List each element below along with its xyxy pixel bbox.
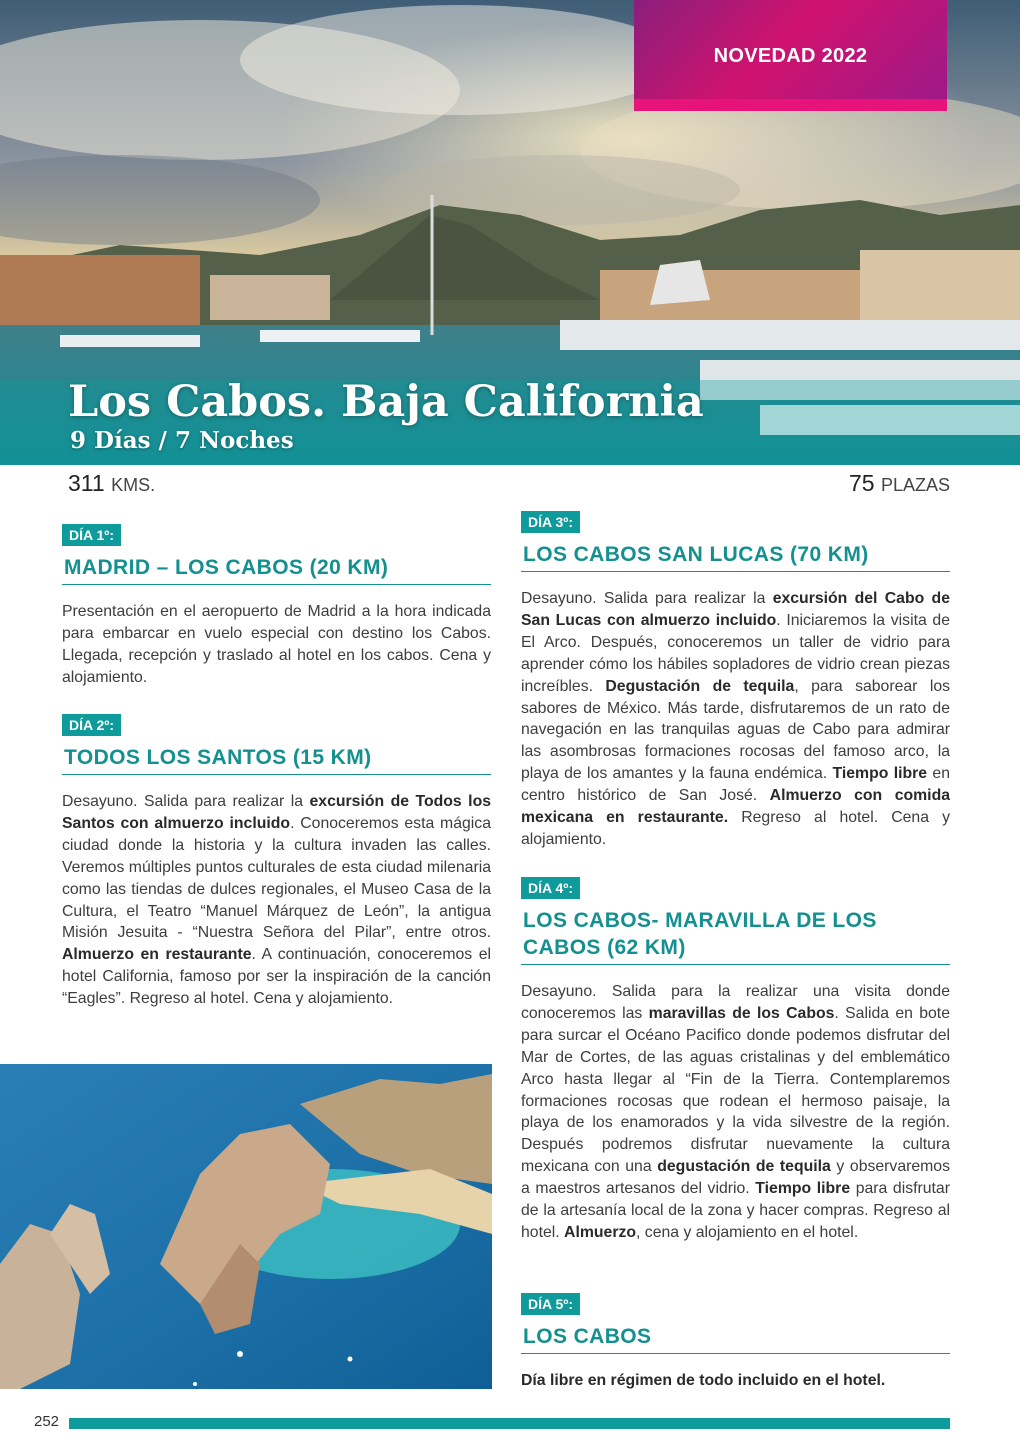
seats-value: 75: [848, 470, 875, 496]
day-title: LOS CABOS- MARAVILLA DE LOS CABOS (62 KM): [521, 899, 950, 965]
day-title: LOS CABOS: [521, 1315, 950, 1354]
text-run: . Conoceremos esta mágica ciudad donde la historia y la cultura invaden las calles. Veremos múltiples puntos culturales de esta ciudad milenaria como las tiendas de dulces regionales, el Museo Casa de la Cultura, el Teatro “Manuel Márquez de León”, la antigua Misión Jesuita - “Nuestra Señora del Pilar”, entre otros.: [62, 814, 491, 942]
page-title: Los Cabos. Baja California: [68, 377, 704, 427]
highlight-text: excursión del Cabo de San Lucas con almuerzo incluido: [521, 590, 950, 629]
text-run: en centro histórico de San José.: [521, 765, 950, 805]
seats-unit: PLAZAS: [880, 475, 950, 495]
text-run: . Salida en bote para surcar el Océano Pacifico donde podemos disfrutar del Mar de Cortes, de las aguas cristalinas y del emblemático Arco hasta llegar al “Fin de la Tierra. Contemplaremos formaciones rocosas que rodean el hermoso paisaje, la playa de los enamorados y la vida silvestre de la región. Después podremos disfrutar nuevamente la cultura mexicana con una: [521, 1004, 950, 1176]
text-run: . Iniciaremos la visita de El Arco. Después, conoceremos un taller de vidrio para aprender cómo los hábiles sopladores de vidrio crean piezas increíbles.: [521, 611, 950, 695]
day-title: TODOS LOS SANTOS (15 KM): [62, 736, 491, 775]
highlight-text: degustación de tequila: [657, 1158, 831, 1176]
day-label: DÍA 5º:: [521, 1293, 580, 1315]
novelty-badge-text: NOVEDAD 2022: [713, 45, 868, 67]
day-1-section: [62, 524, 491, 689]
seats-stat: [849, 468, 950, 500]
novelty-badge: [634, 0, 947, 111]
footer-bar: [69, 1418, 950, 1429]
text-run: para disfrutar de la artesanía local de la zona y hacer compras. Regreso al hotel.: [521, 1180, 950, 1241]
highlight-text: Tiempo libre: [832, 765, 928, 783]
text-run: y observaremos a maestros artesanos del vidrio.: [521, 1158, 950, 1198]
highlight-text: Degustación de tequila: [605, 677, 795, 695]
day-2-section: [62, 714, 491, 1010]
page-number: 252: [34, 1413, 60, 1430]
text-run: Desayuno. Salida para la realizar una visita donde conoceremos las: [521, 983, 950, 1022]
day-5-section: [521, 1293, 950, 1392]
highlight-text: excursión de Todos los Santos con almuerzo incluido: [62, 793, 492, 832]
arch-photo-image: [0, 1064, 492, 1389]
day-title: LOS CABOS SAN LUCAS (70 KM): [521, 533, 950, 572]
distance-stat: [68, 468, 155, 500]
day-label: DÍA 1º:: [62, 524, 121, 546]
highlight-text: maravillas de los Cabos: [648, 1004, 835, 1022]
text-run: Regreso al hotel. Cena y alojamiento.: [521, 809, 950, 848]
day-4-section: [521, 877, 950, 1244]
text-run: . A continuación, conoceremos el hotel California, famoso por ser la inspiración de la canción “Eagles”. Regreso al hotel. Cena y alojamiento.: [62, 946, 491, 1008]
day-description: Presentación en el aeropuerto de Madrid a la hora indicada para embarcar en vuelo especial con destino los Cabos. Llegada, recepción y traslado al hotel en los cabos. Cena y alojamiento.: [62, 603, 491, 686]
day-label: DÍA 3º:: [521, 511, 580, 533]
day-3-section: [521, 511, 950, 851]
page-subtitle: 9 Días / 7 Noches: [70, 427, 294, 454]
day-description: [521, 588, 950, 851]
highlight-text: Almuerzo con comida mexicana en restaurante.: [521, 787, 951, 827]
text-run: Desayuno. Salida para realizar la: [62, 793, 310, 810]
day-description: Día libre en régimen de todo incluido en el hotel.: [521, 1372, 886, 1389]
highlight-text: Tiempo libre: [755, 1180, 851, 1198]
day-label: DÍA 2º:: [62, 714, 121, 736]
text-run: , para saborear los sabores de México. Más tarde, disfrutaremos de un rato de navegación en las tranquilas aguas de Cabo para admirar las asombrosas formaciones rocosas del famoso arco, la playa de los amantes y la fauna endémica.: [521, 677, 951, 783]
distance-unit: KMS.: [111, 475, 156, 495]
day-label: DÍA 4º:: [521, 877, 580, 899]
day-description: [62, 791, 491, 1010]
distance-value: 311: [68, 470, 105, 496]
day-title: MADRID – LOS CABOS (20 KM): [62, 546, 491, 585]
highlight-text: Almuerzo: [564, 1223, 637, 1241]
arch-photo: [0, 1064, 492, 1389]
text-run: , cena y alojamiento en el hotel.: [636, 1223, 859, 1241]
novelty-badge-bar: [634, 99, 947, 111]
text-run: Desayuno. Salida para realizar la: [521, 590, 773, 607]
hero-banner: [0, 0, 1020, 465]
day-description: [521, 981, 950, 1244]
highlight-text: Almuerzo en restaurante: [62, 946, 252, 964]
